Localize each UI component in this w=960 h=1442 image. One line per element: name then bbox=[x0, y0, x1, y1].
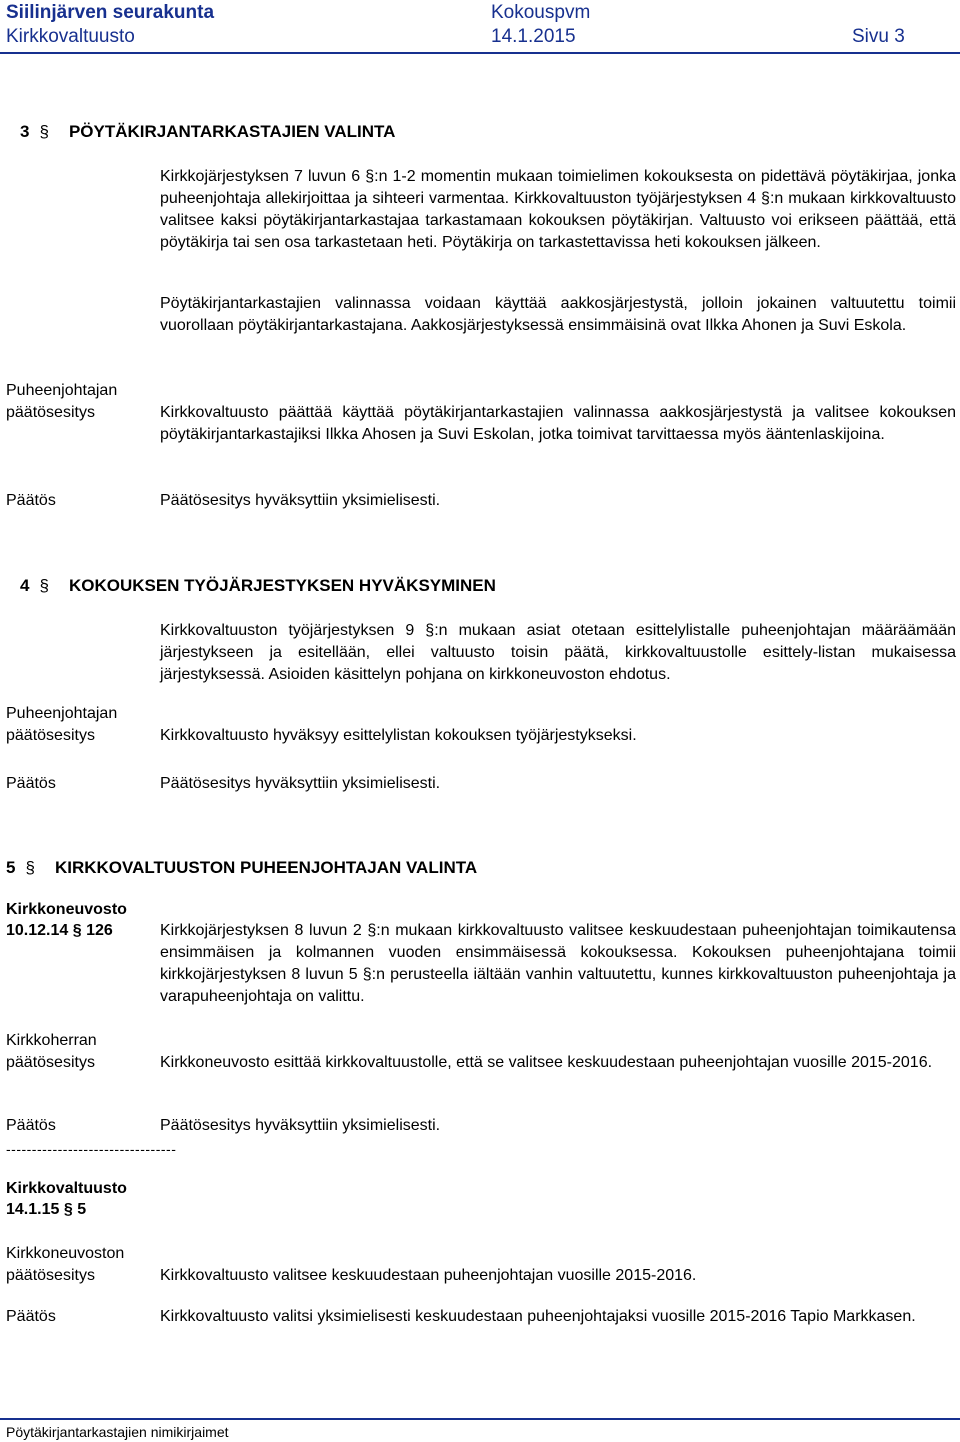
section-number: 3 bbox=[20, 122, 30, 141]
proposal-label-line-2: päätösesitys bbox=[6, 727, 95, 744]
section-5-heading bbox=[6, 857, 477, 879]
section-3-heading bbox=[20, 121, 395, 143]
header-rule bbox=[0, 52, 960, 54]
section-5-intro: Kirkkojärjestyksen 8 luvun 2 §:n mukaan kirkkovaltuusto valitsee keskuudestaan puheenjohtajan toimikautensa ensimmäisen ja kolmannen vuoden ensimmäisessä kokouksessa. Kokouksen puheenjohtajana toimii kirkkojärjestyksen 8 luvun 5 §:n perusteella iältään vanhin valtuutettu, kunnes kirkkovaltuuston puheenjohtaja ja varapuheenjohtaja on valittu. bbox=[160, 922, 956, 1005]
proposal2-label-line-2: päätösesitys bbox=[6, 1267, 95, 1284]
section-title: KOKOUKSEN TYÖJÄRJESTYKSEN HYVÄKSYMINEN bbox=[68, 576, 496, 595]
section-number: 4 bbox=[20, 576, 30, 595]
proposal-label-line-1: Kirkkoherran bbox=[6, 1032, 97, 1049]
section-sign: § bbox=[25, 858, 35, 877]
section-3-paragraph-1: Kirkkojärjestyksen 7 luvun 6 §:n 1-2 momentin mukaan toimielimen kokouksesta on pidettävä pöytäkirjaa, jonka puheenjohtaja allekirjoittaa ja sihteeri varmentaa. Kirkkovaltuuston työjärjestyksen 4 §:n mukaan kirkkovaltuusto valitsee kaksi pöytäkirjantarkastajaa tarkastamaan kokouksen pöytäkirjan. Valtuusto voi erikseen päättää, että pöytäkirja tai sen osa tarkastetaan heti. Pöytäkirja on tarkastettavissa heti kokouksen jälkeen. bbox=[160, 168, 956, 251]
section-title: KIRKKOVALTUUSTON PUHEENJOHTAJAN VALINTA bbox=[54, 858, 478, 877]
section-5-proposal: Kirkkoneuvosto esittää kirkkovaltuustolle, että se valitsee keskuudestaan puheenjohtajan vuosille 2015-2016. bbox=[160, 1054, 933, 1071]
proposal2-label-line-1: Kirkkoneuvoston bbox=[6, 1245, 125, 1262]
section-sign: § bbox=[72, 922, 82, 939]
current-reference bbox=[6, 1199, 86, 1221]
source-section-number: 126 bbox=[86, 922, 113, 939]
current-date: 14.1.15 bbox=[6, 1201, 60, 1218]
section-title: PÖYTÄKIRJANTARKASTAJIEN VALINTA bbox=[68, 122, 396, 141]
section-5-proposal-2: Kirkkovaltuusto valitsee keskuudestaan puheenjohtajan vuosille 2015-2016. bbox=[160, 1267, 697, 1284]
section-5-decision-2: Kirkkovaltuusto valitsi yksimielisesti keskuudestaan puheenjohtajaksi vuosille 2015-2016 Tapio Markkasen. bbox=[160, 1308, 916, 1325]
section-sign: § bbox=[39, 122, 49, 141]
proposal-label-line-2: päätösesitys bbox=[6, 1054, 95, 1071]
section-3-decision: Päätösesitys hyväksyttiin yksimielisesti. bbox=[160, 492, 441, 509]
section-4-heading bbox=[20, 575, 496, 597]
proposal-label-line-2: päätösesitys bbox=[6, 404, 95, 421]
decision-label: Päätös bbox=[6, 1117, 56, 1134]
source-body: Kirkkoneuvosto bbox=[6, 901, 127, 918]
proposal-label-line-1: Puheenjohtajan bbox=[6, 382, 118, 399]
decision-label: Päätös bbox=[6, 492, 56, 509]
footer-rule bbox=[0, 1418, 960, 1420]
current-body: Kirkkovaltuusto bbox=[6, 1180, 127, 1197]
meeting-date: 14.1.2015 bbox=[491, 26, 576, 47]
body-name: Kirkkovaltuusto bbox=[6, 26, 135, 47]
section-sign: § bbox=[63, 1201, 73, 1218]
page-number: Sivu 3 bbox=[852, 26, 905, 47]
organization-name: Siilinjärven seurakunta bbox=[6, 2, 215, 23]
section-5-decision: Päätösesitys hyväksyttiin yksimielisesti. bbox=[160, 1117, 441, 1134]
section-3-proposal: Kirkkovaltuusto päättää käyttää pöytäkirjantarkastajien valinnassa aakkosjärjestystä ja valitsee kokouksen pöytäkirjantarkastajiksi Ilkka Ahosen ja Suvi Eskolan, jotka toimivat tarvittaessa myös ääntenlaskijoina. bbox=[160, 404, 956, 443]
meeting-date-label: Kokouspvm bbox=[491, 2, 591, 23]
footer-initials-label: Pöytäkirjantarkastajien nimikirjaimet bbox=[6, 1424, 229, 1440]
section-sign: § bbox=[39, 576, 49, 595]
decision-label: Päätös bbox=[6, 775, 56, 792]
section-4-proposal: Kirkkovaltuusto hyväksyy esittelylistan kokouksen työjärjestykseksi. bbox=[160, 727, 637, 744]
current-section-number: 5 bbox=[77, 1201, 87, 1218]
section-number: 5 bbox=[6, 858, 16, 877]
source-reference bbox=[6, 920, 113, 942]
source-date: 10.12.14 bbox=[6, 922, 69, 939]
section-4-paragraph-1: Kirkkovaltuuston työjärjestyksen 9 §:n mukaan asiat otetaan esittelylistalle puheenjohtajan määräämään järjestykseen ja esitellään, ellei valtuusto toisin päätä, kirkkovaltuustolle esittely-listan mukaisessa järjestyksessä. Asioiden käsittelyn pohjana on kirkkoneuvoston ehdotus. bbox=[160, 622, 956, 683]
section-3-paragraph-2: Pöytäkirjantarkastajien valinnassa voidaan käyttää aakkosjärjestystä, jolloin jokainen valtuutettu toimii vuorollaan pöytäkirjantarkastajana. Aakkosjärjestyksessä ensimmäisinä ovat Ilkka Ahonen ja Suvi Eskola. bbox=[160, 295, 956, 334]
separator-line: --------------------------------- bbox=[6, 1141, 177, 1157]
decision2-label: Päätös bbox=[6, 1308, 56, 1325]
proposal-label-line-1: Puheenjohtajan bbox=[6, 705, 118, 722]
section-4-decision: Päätösesitys hyväksyttiin yksimielisesti. bbox=[160, 775, 441, 792]
